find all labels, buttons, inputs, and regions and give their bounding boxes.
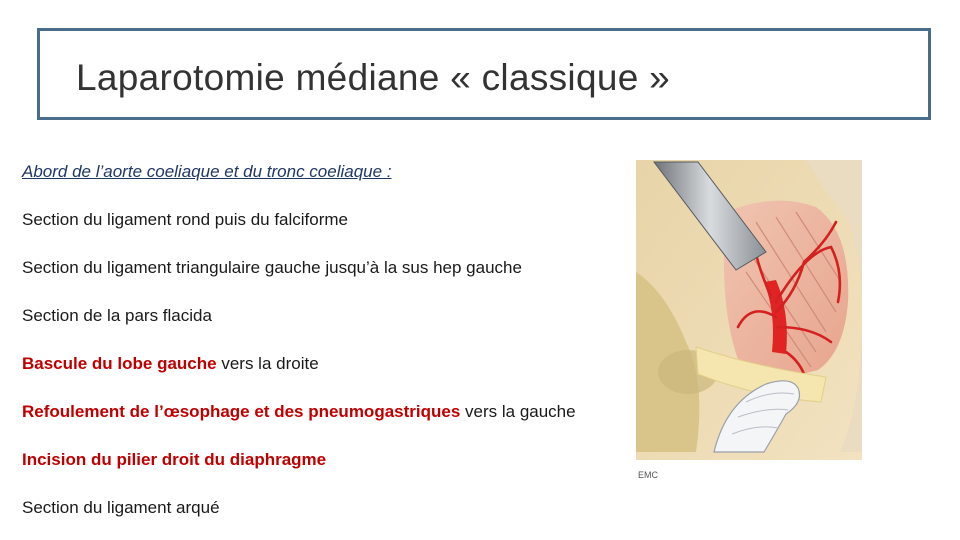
list-item: Section du ligament arqué — [22, 498, 220, 517]
surgical-illustration — [626, 152, 866, 492]
emphasis-text: Refoulement de l’œsophage et des pneumogastriques — [22, 402, 461, 421]
list-item: Section de la pars flacida — [22, 306, 212, 325]
figure-mark: EMC — [638, 470, 658, 480]
title-box — [37, 28, 931, 120]
list-item — [22, 450, 326, 470]
list-item — [22, 402, 576, 422]
slide-title: Laparotomie médiane « classique » — [76, 57, 671, 98]
list-item: Section du ligament triangulaire gauche jusqu’à la sus hep gauche — [22, 258, 522, 277]
list-item-rest: vers la droite — [216, 354, 319, 373]
list-item — [22, 354, 319, 374]
section-heading: Abord de l’aorte coeliaque et du tronc coeliaque : — [22, 162, 392, 181]
emphasis-text: Incision du pilier droit du diaphragme — [22, 450, 327, 469]
list-item-rest: vers la gauche — [460, 402, 576, 421]
emphasis-text: Bascule du lobe gauche — [22, 354, 217, 373]
list-item: Section du ligament rond puis du falciforme — [22, 210, 349, 229]
